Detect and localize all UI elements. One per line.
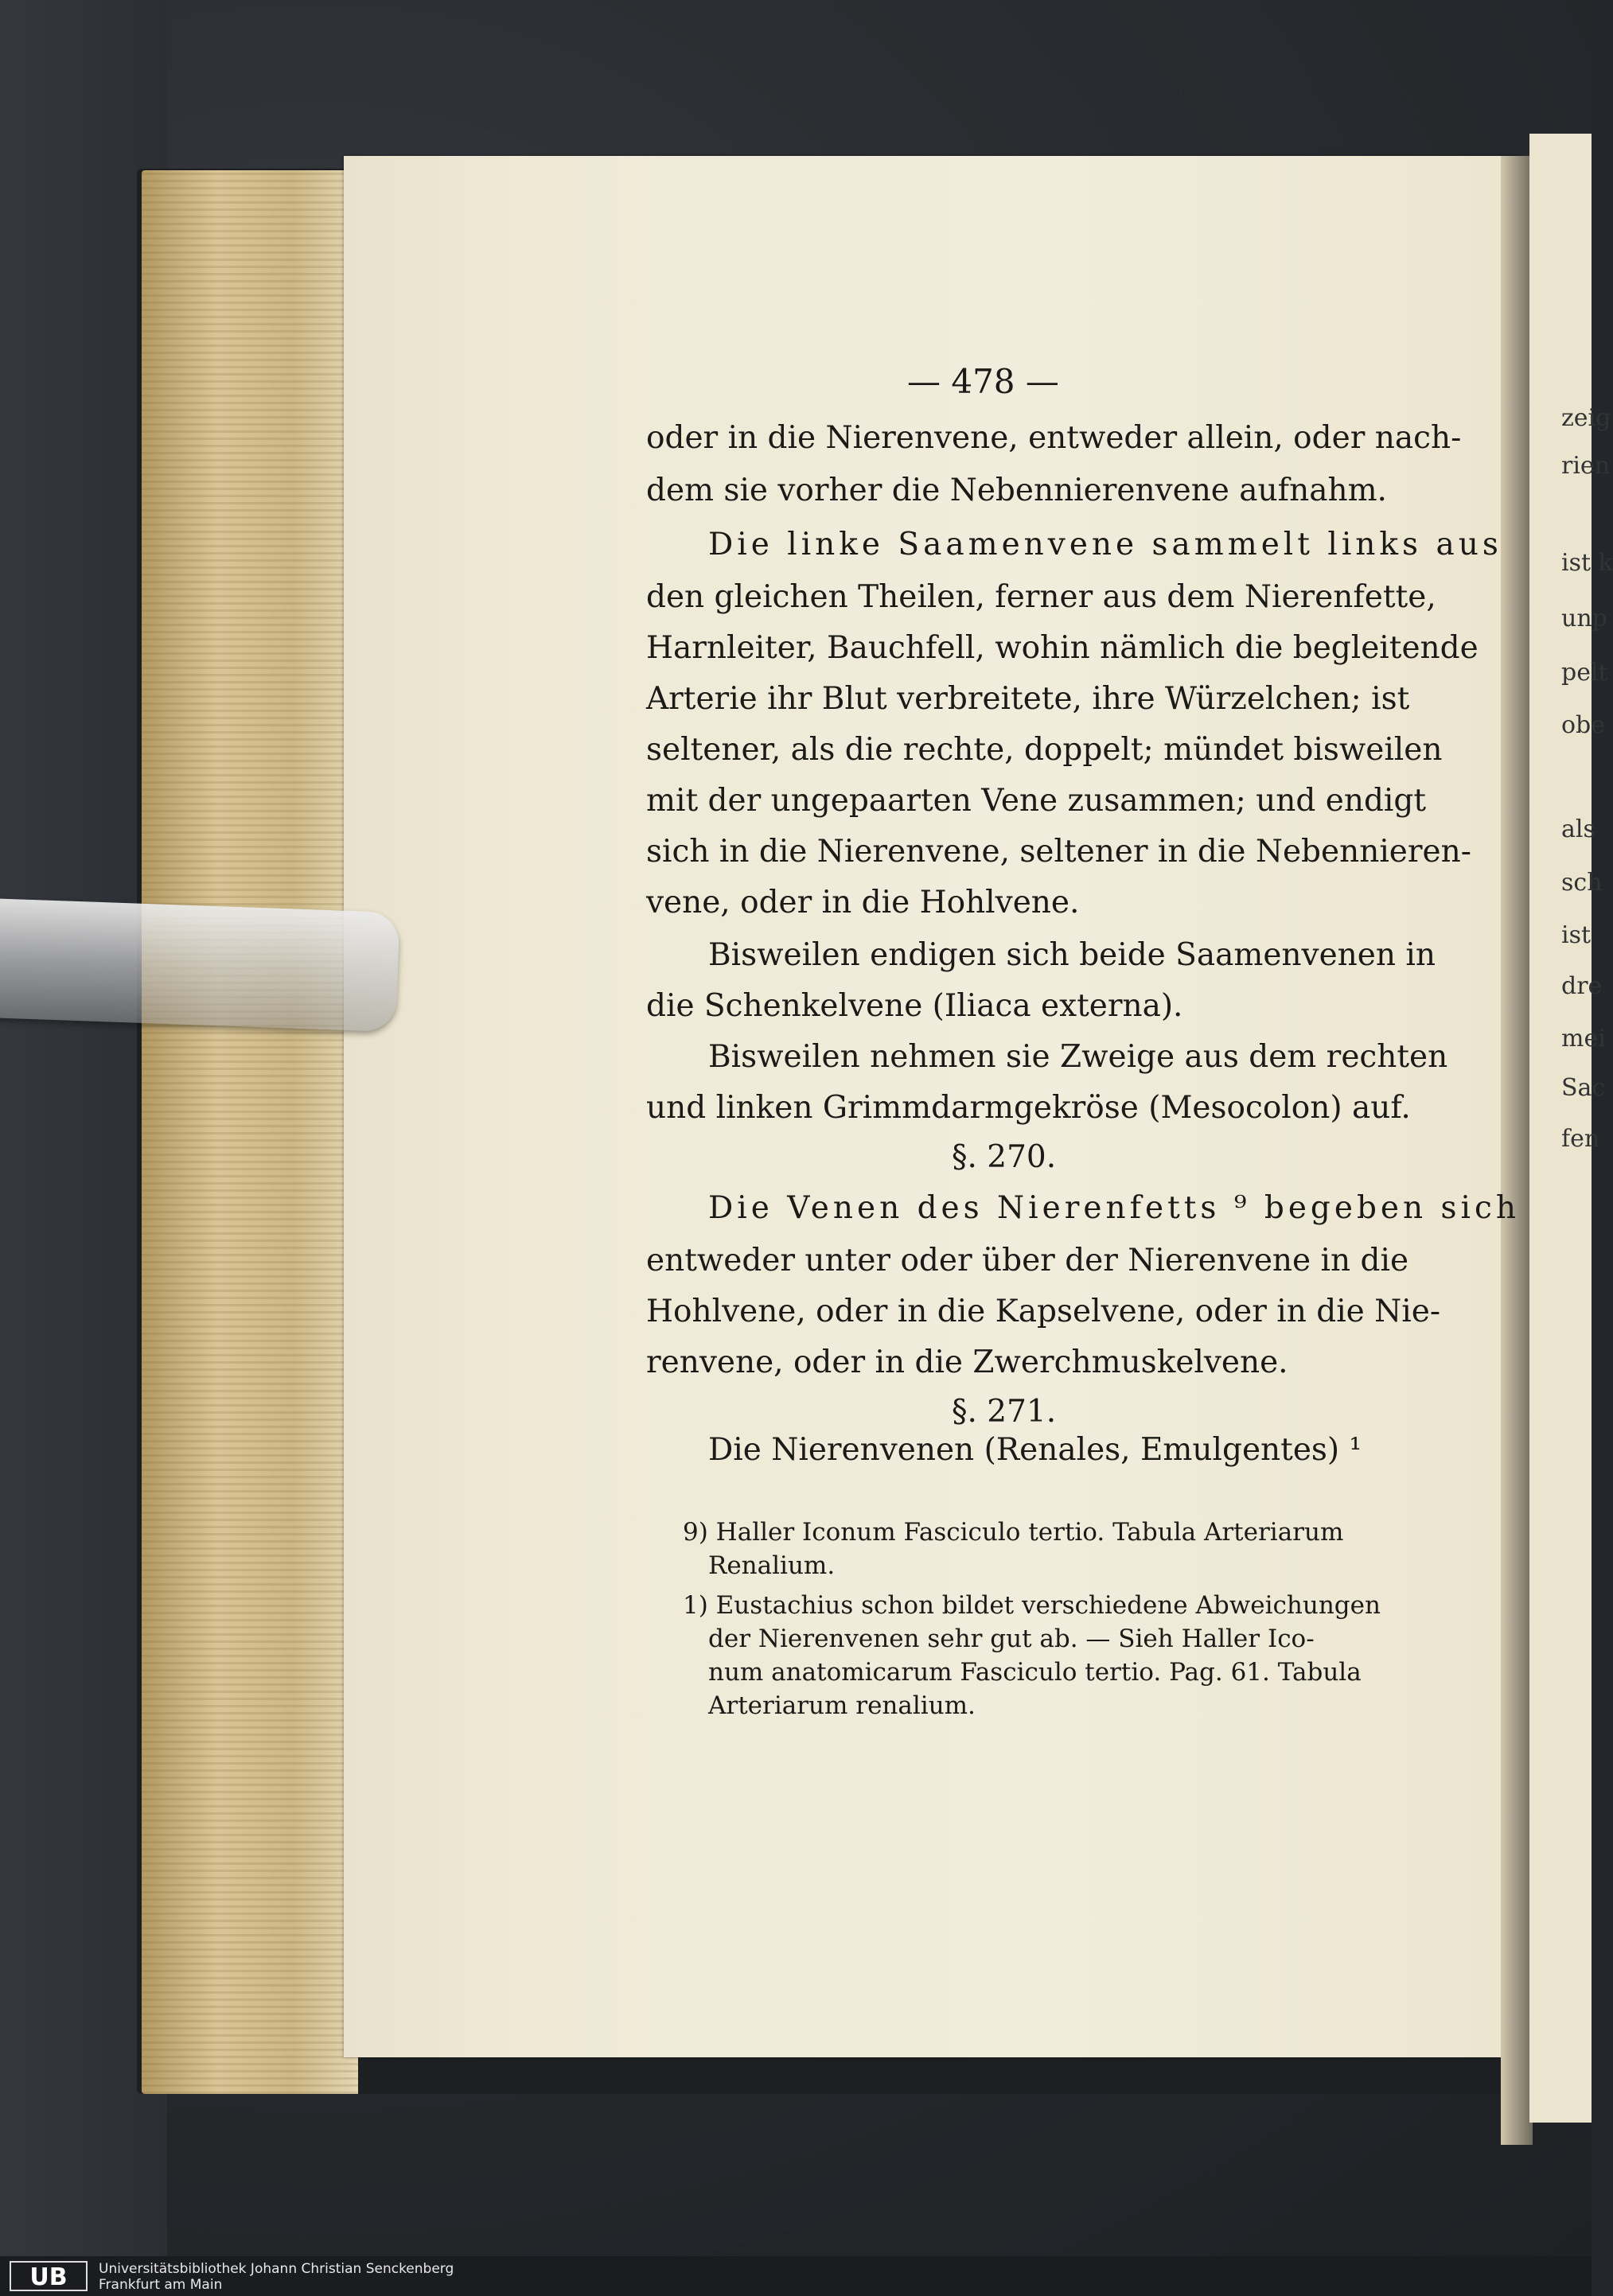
body-line: renvene, oder in die Zwerchmuskelvene. [646,1345,1288,1380]
ub-logo: UB [10,2261,88,2291]
body-line: seltener, als die rechte, doppelt; mündet bisweilen [646,732,1443,768]
body-line: Harnleiter, Bauchfell, wohin nämlich die begleitende [646,630,1479,666]
footnote-line: Arteriarum renalium. [708,1691,976,1720]
institution-city: Frankfurt am Main [99,2277,223,2293]
body-line: dem sie vorher die Nebennierenvene aufnahm. [646,473,1387,508]
facing-page-fragment: Sac [1561,1074,1606,1102]
footnote-line: 9) Haller Iconum Fasciculo tertio. Tabula Arteriarum [683,1518,1344,1547]
body-line: Hohlvene, oder in die Kapselvene, oder in die Nie- [646,1294,1441,1329]
facing-page-fragment: sch [1561,869,1603,897]
body-line: und linken Grimmdarmgekröse (Mesocolon) auf. [646,1090,1411,1126]
facing-page-fragment: als [1561,815,1595,843]
body-line: Arterie ihr Blut verbreitete, ihre Würzelchen; ist [646,681,1410,717]
facing-page-fragment: fen [1561,1125,1600,1153]
section-heading: §. 270. [952,1139,1057,1175]
body-line: Die Venen des Nierenfetts ⁹ begeben sich [708,1190,1520,1226]
facing-page-fragment: obe [1561,711,1606,739]
facing-page-fragment: zeig [1561,404,1611,432]
section-heading: §. 271. [952,1394,1057,1430]
footnote-line: num anatomicarum Fasciculo tertio. Pag. 61. Tabula [708,1658,1362,1687]
page-edges [142,170,358,2094]
facing-page-fragment: unp [1561,605,1607,632]
glass-page-weight [0,898,399,1032]
body-line: den gleichen Theilen, ferner aus dem Nierenfette, [646,579,1436,615]
footnote-line: 1) Eustachius schon bildet verschiedene Abweichungen [683,1591,1381,1620]
body-line: mit der ungepaarten Vene zusammen; und endigt [646,783,1427,819]
facing-page-fragment: pelt [1561,659,1608,687]
body-line: Bisweilen nehmen sie Zweige aus dem rechten [708,1039,1448,1075]
institution-name: Universitätsbibliothek Johann Christian Senckenberg [99,2261,454,2277]
facing-page-fragment: dre [1561,972,1603,1000]
page-number: — 478 — [907,362,1059,401]
body-line: Die Nierenvenen (Renales, Emulgentes) ¹ [708,1432,1362,1468]
body-line: entweder unter oder über der Nierenvene in die [646,1243,1409,1278]
book-gutter [1501,156,1533,2145]
body-line: sich in die Nierenvene, seltener in die Nebennieren- [646,834,1471,870]
footnote-line: der Nierenvenen sehr gut ab. — Sieh Haller Ico- [708,1625,1315,1653]
footnote-line: Renalium. [708,1551,836,1580]
facing-page-fragment: ist k [1561,549,1613,577]
body-line: vene, oder in die Hohlvene. [646,885,1080,920]
facing-page-fragment: mei [1561,1025,1606,1053]
facing-page-fragment: ist [1561,921,1592,949]
body-line: oder in die Nierenvene, entweder allein, oder nach- [646,420,1462,456]
body-line: Bisweilen endigen sich beide Saamenvenen in [708,937,1436,973]
body-line: Die linke Saamenvene sammelt links aus [708,527,1502,562]
facing-page-fragment: rien [1561,452,1611,480]
body-line: die Schenkelvene (Iliaca externa). [646,988,1183,1024]
